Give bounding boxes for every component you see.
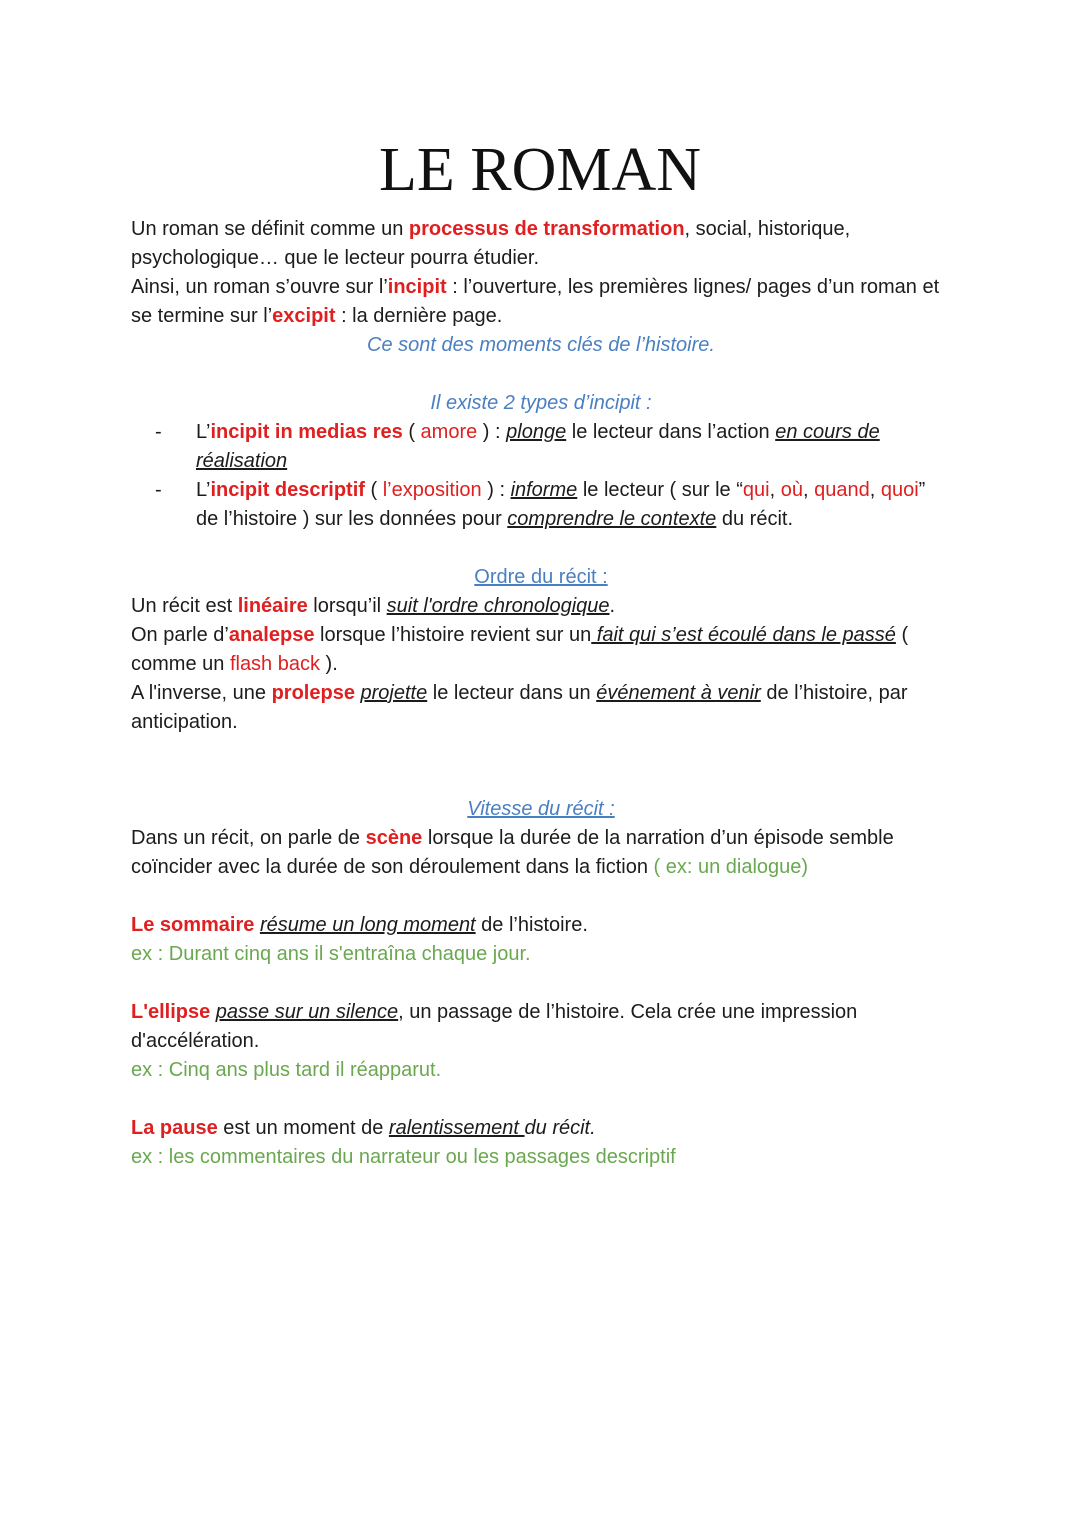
term-sommaire: Le sommaire [131, 914, 255, 936]
term-pause: La pause [131, 1117, 218, 1139]
term-processus: processus de transformation [408, 218, 685, 240]
term-incipit: incipit [387, 276, 447, 298]
term-ellipse: L'ellipse [131, 1001, 211, 1023]
lineaire-paragraph: Un récit est linéaire lorsqu’il suit l'ordre chronologique. [131, 595, 616, 617]
sommaire-paragraph: Le sommaire résume un long moment de l’histoire. [131, 914, 588, 936]
term-scene: scène [365, 827, 423, 849]
vitesse-heading: Vitesse du récit : [467, 798, 615, 820]
list-item: - L’incipit descriptif ( l’exposition ) : informe le lecteur ( sur le “qui, où, quand, quoi” de l’histoire ) sur les données pour comprendre le contexte du récit. [131, 476, 951, 534]
incipit-types-heading: Il existe 2 types d’incipit : [430, 392, 652, 414]
term-excipit: excipit [272, 305, 336, 327]
incipit-types-list [131, 418, 951, 534]
scene-paragraph: Dans un récit, on parle de scène lorsque la durée de la narration d’un épisode semble coïncider avec la durée de son déroulement dans la fiction ( ex: un dialogue) [131, 827, 894, 878]
ellipse-example: ex : Cinq ans plus tard il réapparut. [131, 1059, 442, 1081]
ellipse-paragraph: L'ellipse passe sur un silence, un passage de l’histoire. Cela crée une impression d'accélération. [131, 1001, 858, 1052]
moments-note: Ce sont des moments clés de l’histoire. [367, 334, 715, 356]
prolepse-paragraph: A l'inverse, une prolepse projette le lecteur dans un événement à venir de l’histoire, par anticipation. [131, 682, 908, 733]
term-analepse: analepse [228, 624, 315, 646]
term-descriptif: incipit descriptif [210, 479, 365, 501]
list-item: - L’incipit in medias res ( amore ) : plonge le lecteur dans l’action en cours de réalisation [131, 418, 951, 476]
sommaire-example: ex : Durant cinq ans il s'entraîna chaque jour. [131, 943, 531, 965]
ordre-heading: Ordre du récit : [474, 566, 608, 588]
analepse-paragraph: On parle d’analepse lorsque l’histoire revient sur un fait qui s’est écoulé dans le passé ( comme un flash back ). [131, 624, 909, 675]
term-prolepse: prolepse [271, 682, 355, 704]
intro-paragraph-2: Ainsi, un roman s’ouvre sur l’incipit : l’ouverture, les premières lignes/ pages d’un roman et se termine sur l’excipit : la dernière page. [131, 276, 940, 327]
document-body [131, 215, 951, 1172]
pause-example: ex : les commentaires du narrateur ou les passages descriptif [131, 1146, 676, 1168]
page-title: LE ROMAN [378, 136, 702, 204]
term-in-medias-res: incipit in medias res [210, 421, 403, 443]
pause-paragraph: La pause est un moment de ralentissement du récit. [131, 1117, 596, 1139]
term-lineaire: linéaire [237, 595, 308, 617]
intro-paragraph-1: Un roman se définit comme un processus de transformation, social, historique, psychologique… que le lecteur pourra étudier. [131, 218, 851, 269]
